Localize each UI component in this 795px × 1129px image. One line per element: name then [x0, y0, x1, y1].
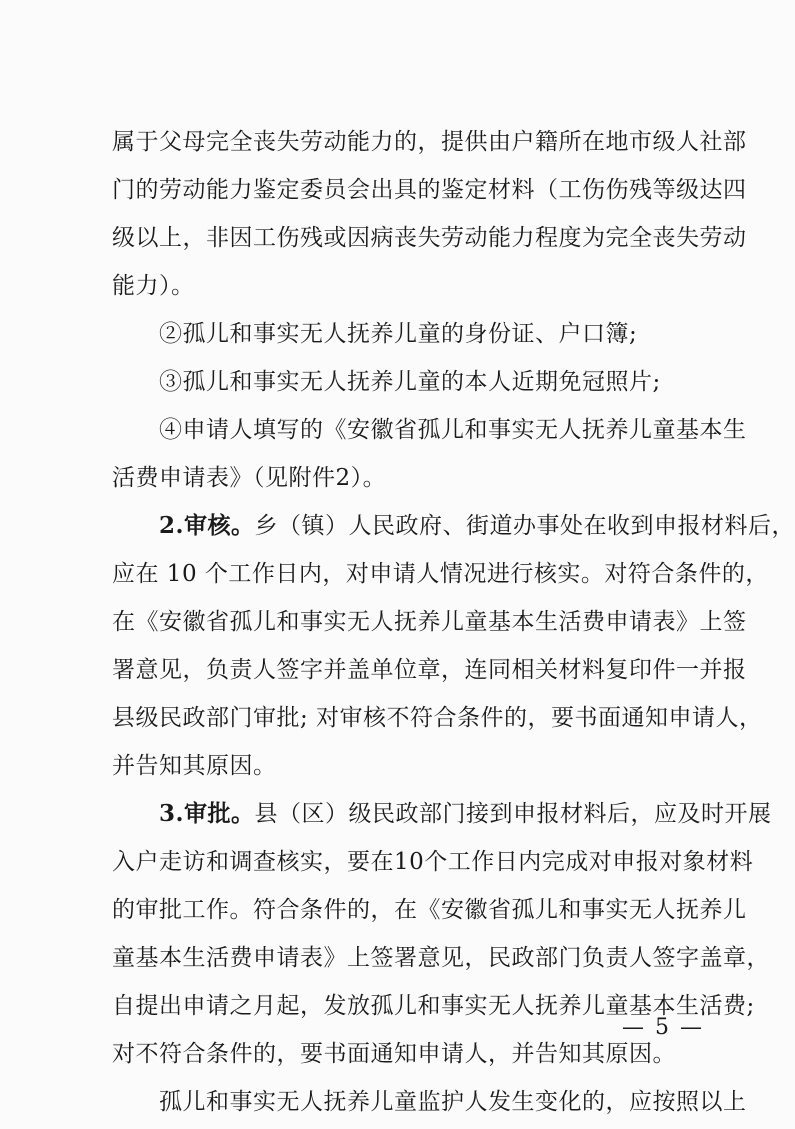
text-line: 自提出申请之月起，发放孤儿和事实无人抚养儿童基本生活费;: [112, 993, 755, 1019]
text-line: 并告知其原因。: [112, 753, 277, 779]
section-heading-review: 2.审核。: [159, 512, 255, 539]
text-line: 属于父母完全丧失劳动能力的，提供由户籍所在地市级人社部: [112, 129, 747, 155]
text-line: 乡（镇）人民政府、街道办事处在收到申报材料后，: [254, 513, 795, 539]
text-line: 应在 10 个工作日内，对申请人情况进行核实。对符合条件的，: [112, 561, 769, 587]
text-line: 入户走访和调查核实，要在10个工作日内完成对申报对象材料: [112, 849, 754, 875]
text-line: 童基本生活费申请表》上签署意见，民政部门负责人签字盖章，: [112, 945, 770, 971]
text-line: 门的劳动能力鉴定委员会出具的鉴定材料（工伤伤残等级达四: [112, 177, 747, 203]
text-line: 署意见，负责人签字并盖单位章，连同相关材料复印件一并报: [112, 657, 747, 683]
text-line: 的审批工作。符合条件的，在《安徽省孤儿和事实无人抚养儿: [112, 897, 747, 923]
text-line: 县级民政部门审批; 对审核不符合条件的，要书面通知申请人，: [112, 705, 763, 731]
text-line: 孤儿和事实无人抚养儿童监护人发生变化的，应按照以上: [159, 1089, 747, 1115]
section-heading-approval: 3.审批。: [159, 800, 255, 827]
list-item: ②孤儿和事实无人抚养儿童的身份证、户口簿;: [159, 321, 638, 347]
text-line: 能力）。: [112, 273, 195, 299]
text-line: 县（区）级民政部门接到申报材料后，应及时开展: [254, 801, 772, 827]
text-line: 级以上，非因工伤残或因病丧失劳动能力程度为完全丧失劳动: [112, 225, 747, 251]
paragraph-approval-start: [0, 799, 795, 829]
list-item: ④申请人填写的《安徽省孤儿和事实无人抚养儿童基本生: [159, 417, 747, 443]
paragraph-review-start: [0, 511, 795, 541]
text-line: 在《安徽省孤儿和事实无人抚养儿童基本生活费申请表》上签: [112, 609, 747, 635]
page-number: — 5 —: [622, 1015, 704, 1040]
list-item: ③孤儿和事实无人抚养儿童的本人近期免冠照片;: [159, 369, 661, 395]
text-line: 活费申请表》（见附件2）。: [112, 465, 387, 491]
text-line: 对不符合条件的，要书面通知申请人，并告知其原因。: [112, 1041, 676, 1067]
